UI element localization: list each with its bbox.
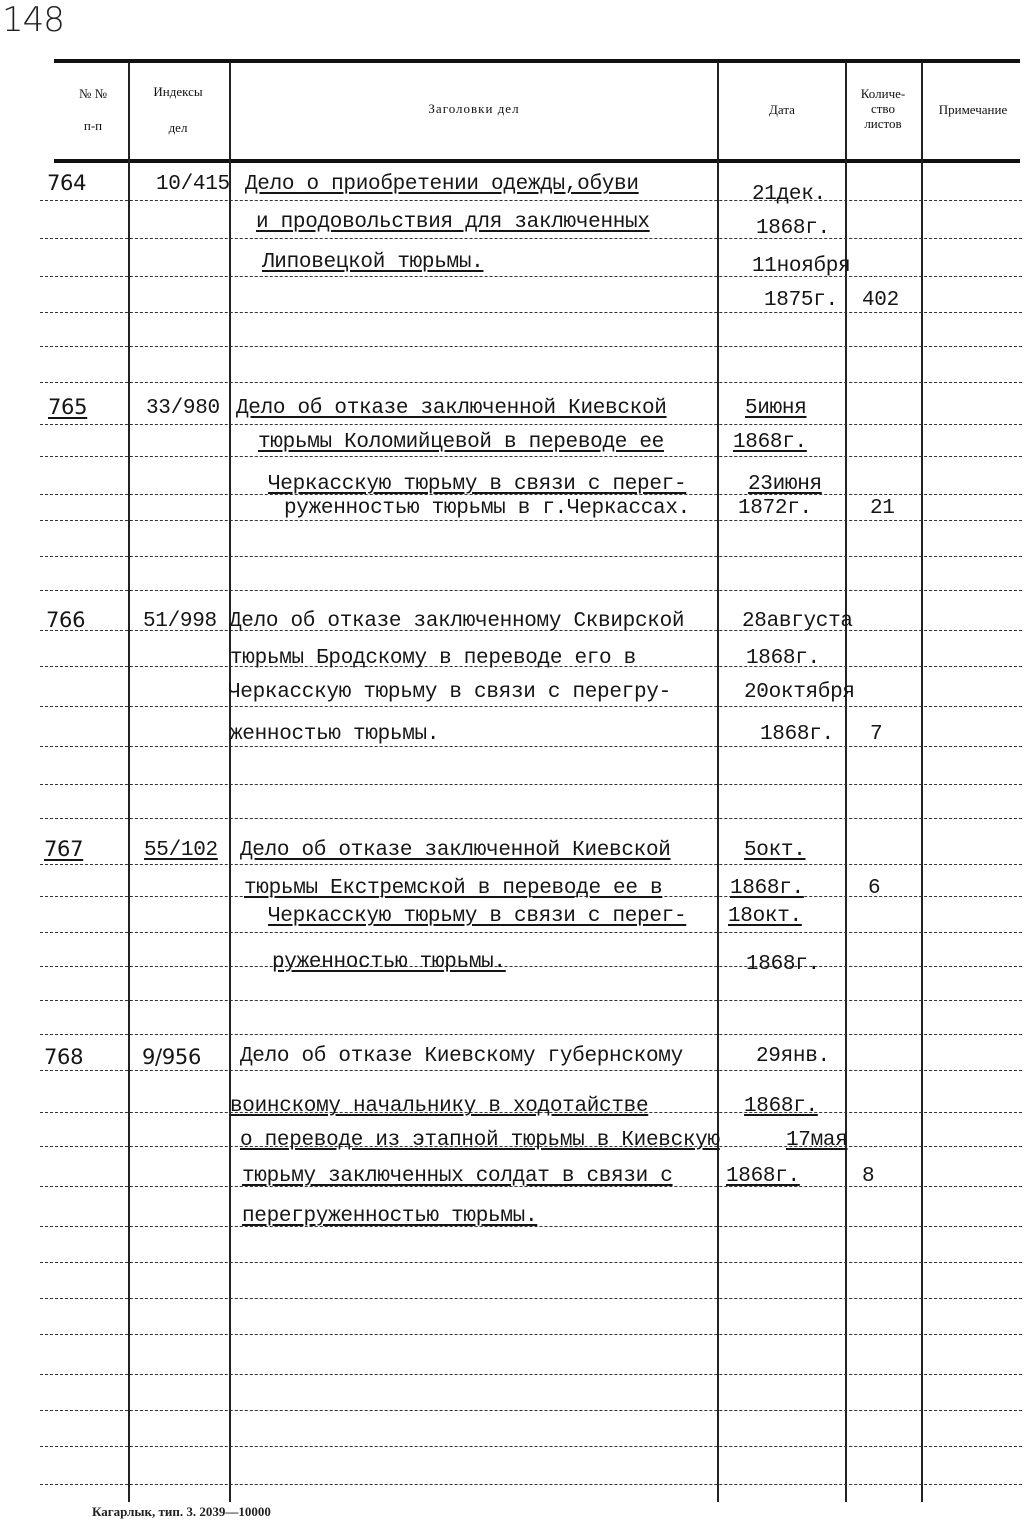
ruled-line bbox=[40, 1446, 1022, 1447]
record-title-line: о переводе из этапной тюрьмы в Киевскую bbox=[240, 1129, 720, 1152]
record-title-line: Дело об отказе заключенной Киевской bbox=[240, 839, 671, 862]
record-title-line: Черкасскую тюрьму в связи с перег- bbox=[268, 473, 687, 496]
record-sheet-count: 6 bbox=[868, 877, 881, 900]
page-number: 148 bbox=[2, 0, 64, 40]
ruled-line bbox=[40, 1334, 1022, 1335]
record-date-line: 1868г. bbox=[746, 953, 820, 976]
ruled-line bbox=[40, 966, 1022, 967]
record-date-line: 1868г. bbox=[726, 1165, 800, 1188]
record-sheet-count: 7 bbox=[870, 723, 883, 746]
record-index: 9/956 bbox=[142, 1045, 202, 1069]
col-divider-index bbox=[229, 62, 231, 1502]
ruled-line bbox=[40, 864, 1022, 865]
col-divider-count bbox=[921, 62, 923, 1502]
record-number: 767 bbox=[44, 837, 84, 861]
record-title-line: Черкасскую тюрьму в связи с перег- bbox=[268, 905, 687, 928]
record-title-line: тюрьмы Коломийцевой в переводе ее bbox=[258, 431, 664, 454]
record-title-line: воинскому начальнику в ходотайстве bbox=[230, 1095, 649, 1118]
col-divider-title bbox=[717, 62, 719, 1502]
ruled-line bbox=[40, 276, 1022, 277]
record-sheet-count: 8 bbox=[862, 1165, 875, 1188]
ruled-line bbox=[40, 556, 1022, 557]
header-count-line-1: Количе- bbox=[860, 86, 906, 101]
record-title-line: Дело об отказе Киевскому губернскому bbox=[240, 1045, 683, 1068]
ruled-line bbox=[40, 818, 1022, 819]
record-date-line: 29янв. bbox=[756, 1045, 830, 1068]
record-date-line: 1868г. bbox=[733, 431, 807, 454]
ruled-line bbox=[40, 1298, 1022, 1299]
record-date-line: 18окт. bbox=[728, 905, 802, 928]
record-date-line: 1872г. bbox=[738, 497, 812, 520]
ruled-line bbox=[40, 1374, 1022, 1375]
record-title-line: тюрьмы Бродскому в переводе его в bbox=[230, 647, 636, 670]
record-title-line: женностью тюрьмы. bbox=[230, 723, 440, 746]
ruled-line bbox=[40, 1484, 1022, 1485]
ruled-line bbox=[40, 1262, 1022, 1263]
record-date-line: 1868г. bbox=[760, 723, 834, 746]
record-title-line: Дело об отказе заключенному Сквирской bbox=[229, 610, 685, 633]
record-date-line: 17мая bbox=[786, 1129, 848, 1152]
table-header-bottom-rule bbox=[54, 159, 1020, 163]
record-index: 51/998 bbox=[143, 610, 217, 633]
record-title-line: и продовольствия для заключенных bbox=[256, 211, 650, 234]
ruled-line bbox=[40, 1034, 1022, 1035]
record-title-line: руженностью тюрьмы в г.Черкассах. bbox=[284, 497, 690, 520]
ruled-line bbox=[40, 1000, 1022, 1001]
record-date-line: 23июня bbox=[748, 473, 822, 496]
record-title-line: Дело об отказе заключенной Киевской bbox=[236, 397, 667, 420]
ruled-line bbox=[40, 784, 1022, 785]
record-index: 10/415 bbox=[156, 173, 230, 196]
record-date-line: 5июня bbox=[745, 397, 807, 420]
header-count-label bbox=[847, 86, 919, 131]
ruled-line bbox=[40, 424, 1022, 425]
ruled-line bbox=[40, 238, 1022, 239]
record-title-line: руженностью тюрьмы. bbox=[272, 951, 506, 974]
record-date-line: 11ноября bbox=[752, 255, 851, 278]
record-number: 764 bbox=[47, 171, 87, 195]
record-number: 768 bbox=[44, 1045, 84, 1069]
record-date-line: 21дек. bbox=[752, 183, 826, 206]
record-date-line: 1868г. bbox=[730, 877, 804, 900]
ruled-line bbox=[40, 590, 1022, 591]
record-sheet-count: 21 bbox=[870, 497, 895, 520]
record-date-line: 28августа bbox=[742, 610, 853, 633]
header-index-label-2: дел bbox=[168, 120, 188, 135]
record-date-line: 1875г. bbox=[764, 289, 838, 312]
header-num-label-1: № № bbox=[78, 86, 108, 101]
record-index: 33/980 bbox=[146, 397, 220, 420]
ruled-line bbox=[40, 1410, 1022, 1411]
record-title-line: Липовецкой тюрьмы. bbox=[262, 251, 484, 274]
header-count-line-2: ство bbox=[870, 101, 895, 116]
record-date-line: 1868г. bbox=[756, 217, 830, 240]
record-date-line: 5окт. bbox=[744, 839, 806, 862]
header-count-line-3: листов bbox=[864, 116, 902, 131]
header-index-label-1: Индексы bbox=[153, 84, 203, 99]
record-number: 765 bbox=[48, 395, 88, 419]
ruled-line bbox=[40, 932, 1022, 933]
header-date-label: Дата bbox=[769, 102, 795, 117]
record-number: 766 bbox=[46, 608, 86, 632]
record-title-line: Дело о приобретении одежды,обуви bbox=[245, 173, 639, 196]
record-sheet-count: 402 bbox=[862, 289, 899, 312]
printer-imprint: Кагарлык, тип. 3. 2039—10000 bbox=[92, 1504, 271, 1519]
record-date-line: 1868г. bbox=[744, 1095, 818, 1118]
ruled-line bbox=[40, 706, 1022, 707]
ruled-line bbox=[40, 346, 1022, 347]
ruled-line bbox=[40, 382, 1022, 383]
header-num-label-2: п-п bbox=[83, 118, 103, 133]
record-title-line: тюрьмы Екстремской в переводе ее в bbox=[244, 877, 663, 900]
record-date-line: 20октября bbox=[744, 681, 855, 704]
record-title-line: тюрьму заключенных солдат в связи с bbox=[242, 1165, 673, 1188]
ruled-line bbox=[40, 1070, 1022, 1071]
table-top-rule bbox=[54, 59, 1020, 63]
record-date-line: 1868г. bbox=[746, 647, 820, 670]
header-notes-label: Примечание bbox=[938, 102, 1008, 117]
record-title-line: Черкасскую тюрьму в связи с перегру- bbox=[228, 681, 671, 704]
col-divider-num bbox=[128, 62, 130, 1502]
record-title-line: перегруженностью тюрьмы. bbox=[242, 1205, 538, 1228]
ruled-line bbox=[40, 456, 1022, 457]
record-index: 55/102 bbox=[144, 839, 218, 862]
ruled-line bbox=[40, 200, 1022, 201]
header-title-label: Заголовки дел bbox=[428, 101, 520, 116]
